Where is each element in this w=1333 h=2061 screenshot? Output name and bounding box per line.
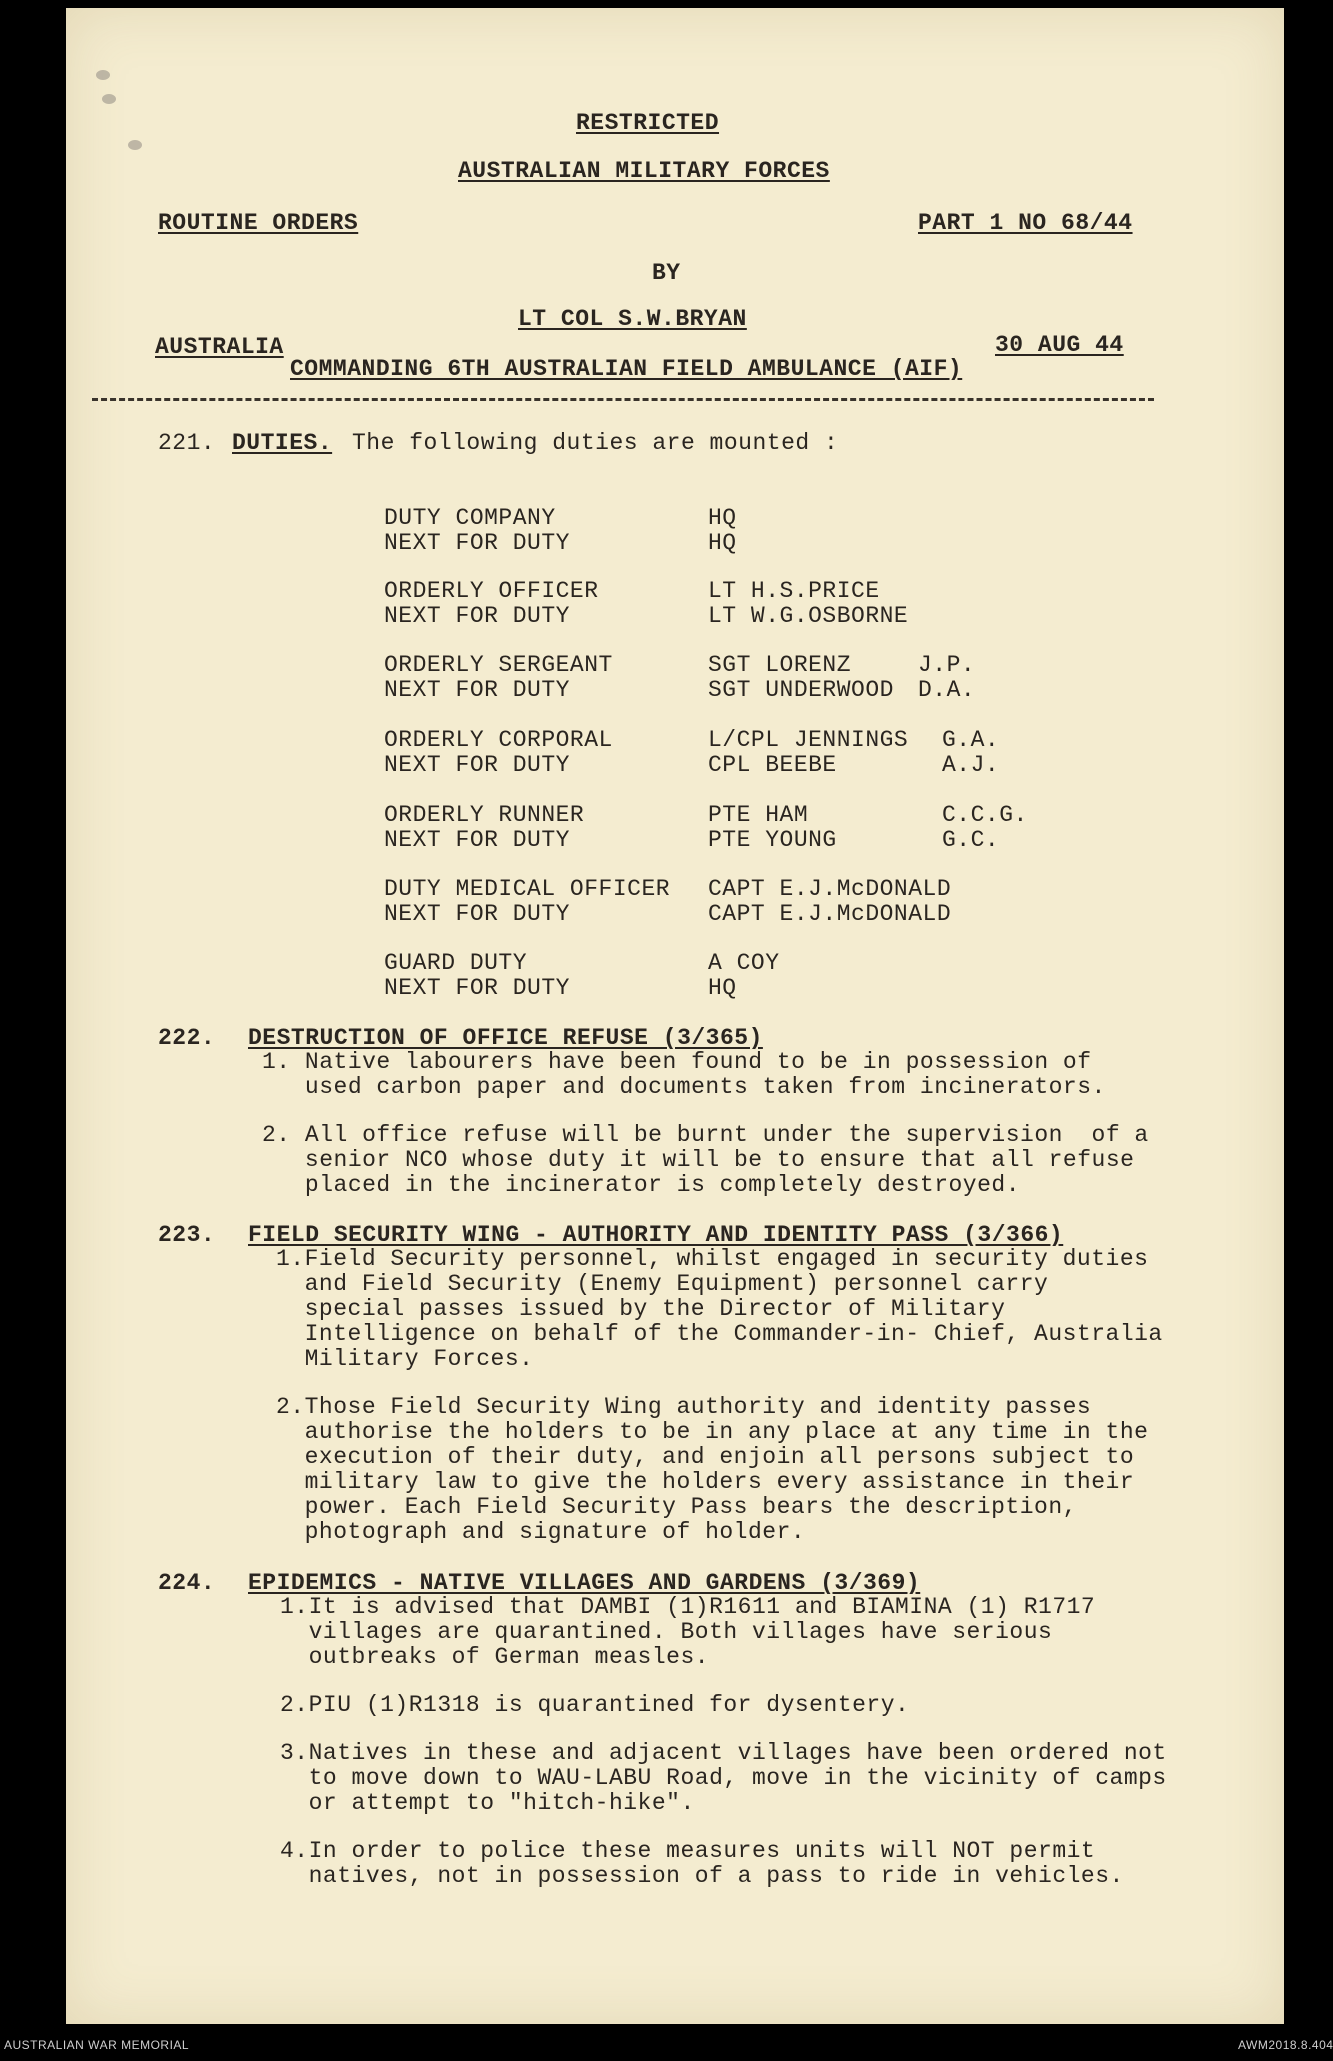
- paragraph-line: 4.In order to police these measures units will NOT permit: [280, 1838, 1096, 1864]
- duty-name: PTE HAM: [708, 802, 809, 828]
- duty-role: NEXT FOR DUTY: [384, 975, 570, 1001]
- section-intro: The following duties are mounted :: [352, 430, 839, 456]
- paragraph-line: Military Forces.: [276, 1346, 534, 1372]
- duty-role: NEXT FOR DUTY: [384, 677, 570, 703]
- paragraph-line: villages are quarantined. Both villages have serious: [280, 1619, 1053, 1645]
- section-title: DESTRUCTION OF OFFICE REFUSE (3/365): [248, 1025, 763, 1051]
- duty-role: NEXT FOR DUTY: [384, 603, 570, 629]
- paragraph-line: military law to give the holders every assistance in their: [276, 1469, 1135, 1495]
- duty-role: ORDERLY CORPORAL: [384, 727, 613, 753]
- duty-name: PTE YOUNG: [708, 827, 837, 853]
- duty-name: HQ: [708, 530, 737, 556]
- duty-initials: J.P.: [918, 652, 976, 678]
- duty-name: A COY: [708, 950, 780, 976]
- duty-initials: A.J.: [942, 752, 1000, 778]
- paragraph-line: Intelligence on behalf of the Commander-in- Chief, Australia: [276, 1321, 1163, 1347]
- paragraph-line: 1.It is advised that DAMBI (1)R1611 and BIAMINA (1) R1717: [280, 1594, 1096, 1620]
- paragraph-line: senior NCO whose duty it will be to ensure that all refuse: [262, 1147, 1135, 1173]
- duty-name: LT W.G.OSBORNE: [708, 603, 909, 629]
- paragraph-line: to move down to WAU-LABU Road, move in the vicinity of camps: [280, 1765, 1167, 1791]
- paragraph-line: used carbon paper and documents taken from incinerators.: [262, 1074, 1106, 1100]
- paragraph-line: 1.Field Security personnel, whilst engaged in security duties: [276, 1246, 1149, 1272]
- paragraph-line: special passes issued by the Director of Military: [276, 1296, 1006, 1322]
- order-date: 30 AUG 44: [995, 332, 1124, 358]
- punch-hole: [102, 94, 116, 104]
- paragraph-line: power. Each Field Security Pass bears the description,: [276, 1494, 1077, 1520]
- duty-name: L/CPL JENNINGS: [708, 727, 909, 753]
- paragraph-line: 1. Native labourers have been found to be in possession of: [262, 1049, 1092, 1075]
- paragraph-line: 2. All office refuse will be burnt under the supervision of a: [262, 1122, 1149, 1148]
- section-title: DUTIES.: [232, 430, 333, 456]
- paragraph-line: photograph and signature of holder.: [276, 1519, 806, 1545]
- duty-name: HQ: [708, 975, 737, 1001]
- duty-role: NEXT FOR DUTY: [384, 752, 570, 778]
- duty-name: CAPT E.J.McDONALD: [708, 901, 952, 927]
- duty-name: CPL BEEBE: [708, 752, 837, 778]
- paragraph-line: 2.PIU (1)R1318 is quarantined for dysentery.: [280, 1692, 910, 1718]
- forces-heading: AUSTRALIAN MILITARY FORCES: [458, 158, 830, 184]
- paragraph-line: and Field Security (Enemy Equipment) personnel carry: [276, 1271, 1049, 1297]
- paragraph-line: outbreaks of German measles.: [280, 1644, 710, 1670]
- place: AUSTRALIA: [155, 334, 284, 360]
- restricted-heading: RESTRICTED: [576, 110, 720, 136]
- paragraph-line: placed in the incinerator is completely destroyed.: [262, 1172, 1021, 1198]
- duty-role: NEXT FOR DUTY: [384, 901, 570, 927]
- duty-initials: D.A.: [918, 677, 976, 703]
- paragraph-line: authorise the holders to be in any place at any time in the: [276, 1419, 1149, 1445]
- paragraph-line: execution of their duty, and enjoin all persons subject to: [276, 1444, 1135, 1470]
- duty-role: NEXT FOR DUTY: [384, 827, 570, 853]
- paragraph-line: or attempt to "hitch-hike".: [280, 1790, 695, 1816]
- duty-initials: G.A.: [942, 727, 1000, 753]
- section-number: 221.: [158, 430, 216, 456]
- paragraph-line: 2.Those Field Security Wing authority and identity passes: [276, 1394, 1092, 1420]
- duty-role: NEXT FOR DUTY: [384, 530, 570, 556]
- duty-name: LT H.S.PRICE: [708, 578, 880, 604]
- header-divider: [92, 398, 1154, 401]
- duty-role: ORDERLY SERGEANT: [384, 652, 613, 678]
- paragraph-line: natives, not in possession of a pass to ride in vehicles.: [280, 1863, 1124, 1889]
- section-title: FIELD SECURITY WING - AUTHORITY AND IDENTITY PASS (3/366): [248, 1222, 1064, 1248]
- duty-initials: C.C.G.: [942, 802, 1028, 828]
- duty-name: SGT UNDERWOOD: [708, 677, 894, 703]
- duty-name: CAPT E.J.McDONALD: [708, 876, 952, 902]
- archive-credit: AUSTRALIAN WAR MEMORIAL: [4, 2038, 190, 2052]
- duty-role: GUARD DUTY: [384, 950, 528, 976]
- duty-name: HQ: [708, 505, 737, 531]
- duty-role: ORDERLY RUNNER: [384, 802, 585, 828]
- punch-hole: [96, 70, 110, 80]
- by-line: BY: [652, 260, 681, 286]
- commander-name: LT COL S.W.BRYAN: [518, 306, 747, 332]
- unit-name: COMMANDING 6TH AUSTRALIAN FIELD AMBULANCE (AIF): [290, 356, 963, 382]
- archive-id: AWM2018.8.404: [1238, 2038, 1333, 2052]
- section-title: EPIDEMICS - NATIVE VILLAGES AND GARDENS (3/369): [248, 1570, 921, 1596]
- duty-initials: G.C.: [942, 827, 1000, 853]
- duty-role: DUTY MEDICAL OFFICER: [384, 876, 671, 902]
- section-number: 224.: [158, 1570, 216, 1596]
- punch-hole: [128, 140, 142, 150]
- section-number: 223.: [158, 1222, 216, 1248]
- duty-role: ORDERLY OFFICER: [384, 578, 599, 604]
- paragraph-line: 3.Natives in these and adjacent villages have been ordered not: [280, 1740, 1167, 1766]
- duty-name: SGT LORENZ: [708, 652, 852, 678]
- duty-role: DUTY COMPANY: [384, 505, 556, 531]
- part-number: PART 1 NO 68/44: [918, 210, 1133, 236]
- section-number: 222.: [158, 1025, 216, 1051]
- routine-orders: ROUTINE ORDERS: [158, 210, 359, 236]
